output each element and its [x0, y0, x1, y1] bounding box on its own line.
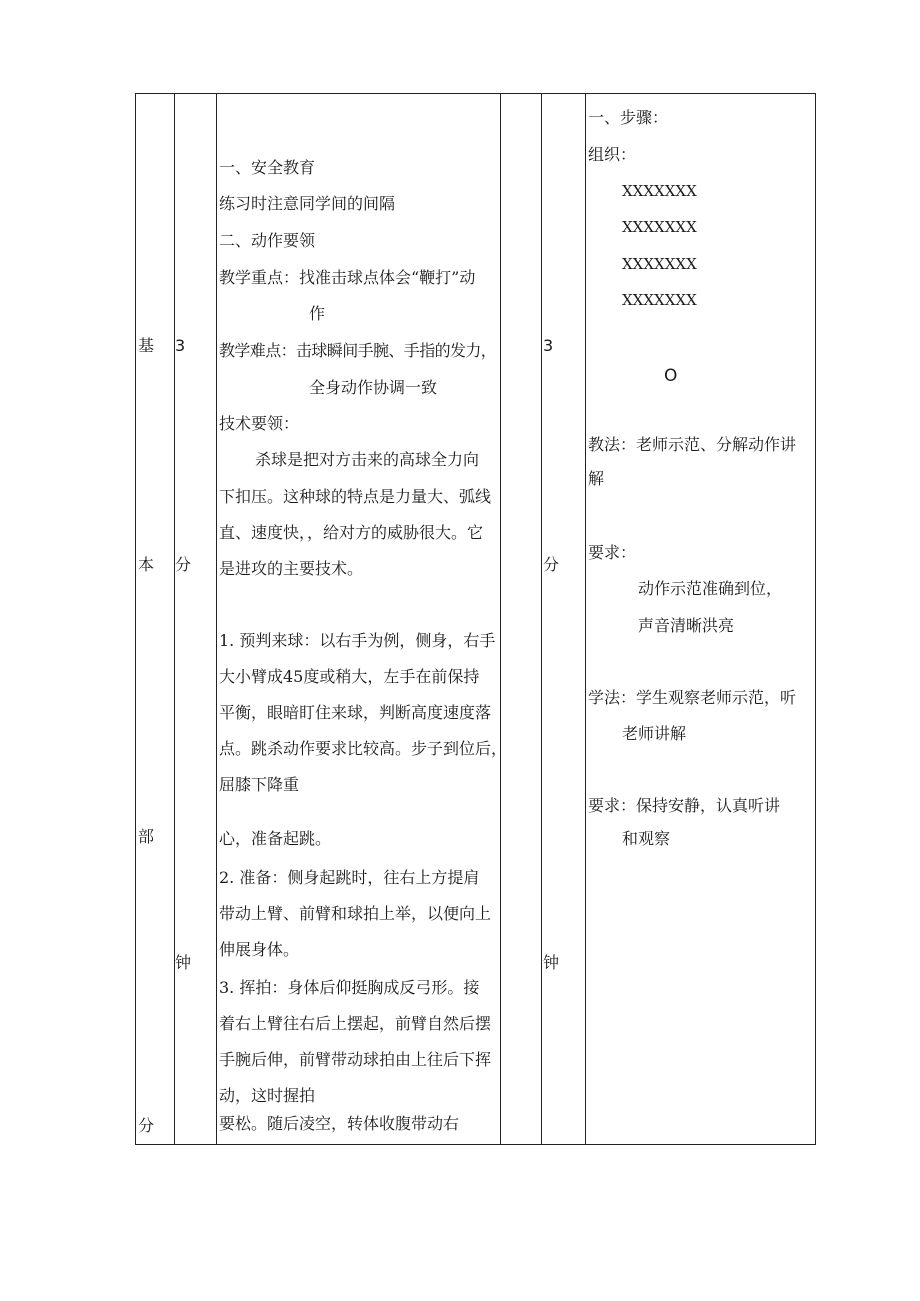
step-1-line: 屈膝下降重: [219, 775, 300, 794]
paragraph-line: 直、速度快，，给对方的威胁很大。它: [219, 523, 484, 542]
step-3-line: 手腕后伸，前臂带动球拍由上往后下挥: [219, 1050, 492, 1069]
section-label-char: 基: [138, 336, 155, 355]
requirement-line: 声音清晰洪亮: [638, 616, 735, 635]
step-2-line: 带动上臂、前臂和球拍上举，以便向上: [219, 904, 492, 923]
time-unit-char: 钟: [175, 953, 192, 972]
paragraph-line: 下扣压。这种球的特点是力量大、弧线: [219, 487, 492, 506]
content-line: 练习时注意同学间的间隔: [219, 194, 396, 213]
table-divider: [585, 94, 586, 1144]
table-divider: [174, 94, 175, 1144]
student-requirement: 要求：保持安静，认真听讲: [588, 796, 781, 815]
teaching-focus: 教学重点：找准击球点体会“鞭打”动: [219, 268, 476, 287]
section-label-char: 分: [138, 1116, 155, 1135]
section-label-char: 本: [138, 555, 155, 574]
time-number: 3: [175, 336, 186, 355]
step-1-line: 心，准备起跳。: [219, 829, 332, 848]
heading-safety: 一、安全教育: [219, 158, 316, 177]
step-1-line: 大小臂成45度或稍大，左手在前保持: [219, 667, 480, 686]
teaching-method: 教法：老师示范、分解动作讲: [588, 435, 797, 454]
requirement-line: 动作示范准确到位，: [638, 579, 783, 598]
time-number: 3: [543, 336, 554, 355]
teaching-method-cont: 解: [588, 469, 605, 488]
requirement-label: 要求：: [588, 543, 637, 562]
table-divider: [541, 94, 542, 1144]
heading-essentials: 二、动作要领: [219, 231, 316, 250]
paragraph-line: 杀球是把对方击来的高球全力向: [255, 450, 480, 469]
step-1-line: 点。跳杀动作要求比较高。步子到位后，: [219, 739, 508, 758]
teacher-position-marker: O: [664, 366, 678, 386]
teaching-focus-cont: 作: [309, 304, 326, 323]
learning-method: 学法：学生观察老师示范，听: [588, 688, 797, 707]
formation-row: XXXXXXX: [622, 291, 697, 309]
learning-method-cont: 老师讲解: [622, 724, 687, 743]
step-2-line: 2. 准备：侧身起跳时，往右上方提肩: [219, 868, 480, 887]
teaching-difficulty-cont: 全身动作协调一致: [309, 378, 438, 397]
table-divider: [216, 94, 217, 1144]
time-unit-char: 分: [175, 555, 192, 574]
step-1-line: 1. 预判来球：以右手为例，侧身，右手: [219, 631, 496, 650]
organization-label: 组织：: [588, 145, 637, 164]
formation-row: XXXXXXX: [622, 218, 697, 236]
student-requirement-cont: 和观察: [622, 829, 671, 848]
step-3-line: 要松。随后凌空，转体收腹带动右: [219, 1114, 460, 1133]
step-2-line: 伸展身体。: [219, 940, 300, 959]
formation-row: XXXXXXX: [622, 182, 697, 200]
table-divider: [500, 94, 501, 1144]
step-1-line: 平衡，眼暗盯住来球，判断高度速度落: [219, 703, 492, 722]
step-3-line: 动，这时握拍: [219, 1086, 316, 1105]
paragraph-line: 是进攻的主要技术。: [219, 559, 364, 578]
step-3-line: 3. 挥拍：身体后仰挺胸成反弓形。接: [219, 978, 480, 997]
step-3-line: 着右上臂往右后上摆起，前臂自然后摆: [219, 1014, 492, 1033]
technique-label: 技术要领：: [219, 414, 300, 433]
time-unit-char: 钟: [543, 953, 560, 972]
time-unit-char: 分: [543, 555, 560, 574]
section-label-char: 部: [138, 827, 155, 846]
steps-heading: 一、步骤：: [588, 108, 669, 127]
teaching-difficulty: 教学难点：击球瞬间手腕、手指的发力，: [219, 341, 497, 360]
formation-row: XXXXXXX: [622, 255, 697, 273]
